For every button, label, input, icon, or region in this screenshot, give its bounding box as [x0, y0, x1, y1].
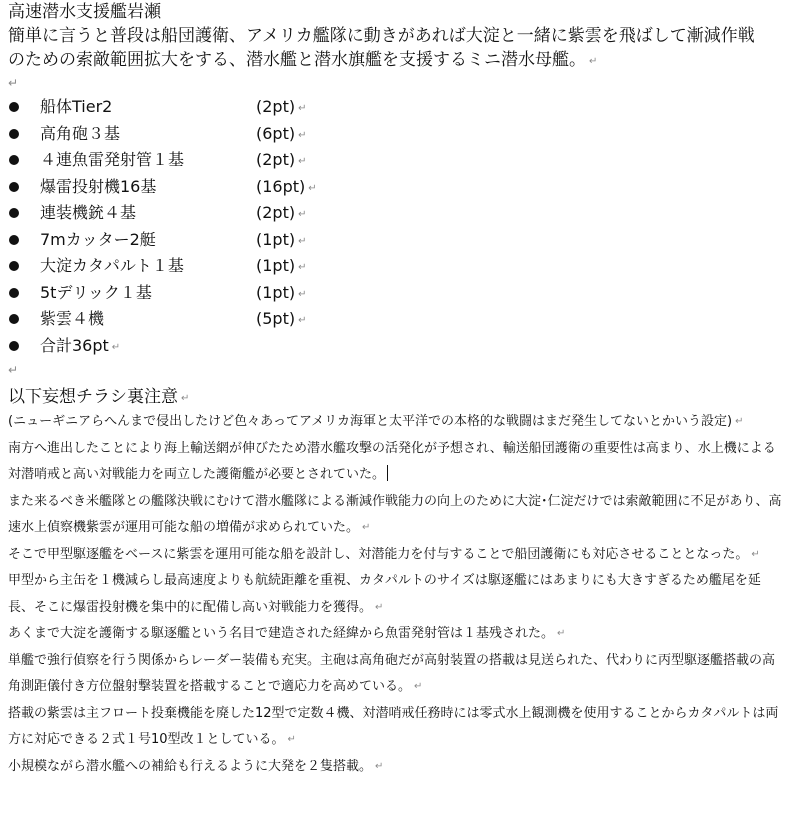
paragraph: また来るべき米艦隊との艦隊決戦にむけて潜水艦隊による漸減作戦能力の向上のために大淀･仁淀だけでは索敵範囲に不足があり、高速水上偵察機紫雲が運用可能な船の増備が求められていた。 ↵	[8, 493, 782, 535]
paragraph: 南方へ進出したことにより海上輸送網が伸びたため潜水艦攻撃の活発化が予想され、輸送船団護衛の重要性は高まり、水上機による対潜哨戒と高い対戦能力を両立した護衛艦が必要とされていた。	[8, 440, 776, 482]
paragraph-mark-icon: ↵	[298, 235, 307, 247]
paragraph: 搭載の紫雲は主フロート投棄機能を廃した12型で定数４機、対潜哨戒任務時には零式水上観測機を使用することからカタパルトは両方に対応できる２式１号10型改１としている。 ↵	[8, 705, 779, 747]
paragraph-mark-icon: ↵	[298, 288, 307, 300]
section-title: 以下妄想チラシ裏注意 ↵	[8, 387, 190, 407]
paragraph-mark-icon: ↵	[298, 262, 307, 273]
list-item	[8, 306, 789, 333]
paragraph-mark-icon: ↵	[8, 76, 19, 90]
equipment-name: 紫雲４機	[40, 309, 105, 328]
paragraph-mark-icon: ↵	[287, 734, 296, 745]
equipment-points: (5pt) ↵	[256, 309, 307, 328]
equipment-name: 高角砲３基	[40, 123, 121, 143]
empty-paragraph	[8, 359, 789, 381]
paragraph-mark-icon: ↵	[8, 363, 19, 377]
paragraph-mark-icon: ↵	[735, 416, 744, 427]
equipment-name: 船体Tier2	[40, 97, 113, 116]
paragraph: 甲型から主缶を１機減らし最高速度よりも航続距離を重視、カタパルトのサイズは駆逐艦にはあまりにも大きすぎるため艦尾を延長、そこに爆雷投射機を集中的に配備し高い対戦能力を獲得。 ↵	[8, 573, 761, 615]
list-item	[8, 94, 789, 121]
equipment-points: (2pt) ↵	[256, 150, 307, 169]
empty-paragraph	[8, 72, 789, 94]
paragraph: そこで甲型駆逐艦をベースに紫雲を運用可能な船を設計し、対潜能力を付与することで船団護衛にも対応させることとなった。 ↵	[8, 546, 760, 562]
bullet-icon	[9, 182, 19, 192]
bullet-icon	[9, 102, 19, 112]
intro-line-2: のための索敵範囲拡大をする、潜水艦と潜水旗艦を支援するミニ潜水母艦。 ↵	[8, 50, 598, 70]
equipment-points: (1pt) ↵	[256, 282, 307, 302]
list-item	[8, 174, 789, 201]
equipment-list	[8, 94, 789, 359]
bullet-icon	[9, 129, 19, 139]
bullet-icon	[9, 314, 19, 324]
list-item	[8, 333, 789, 360]
intro-line-1: 簡単に言うと普段は船団護衛、アメリカ艦隊に動きがあれば大淀と一緒に紫雲を飛ばして漸減作戦	[8, 26, 755, 46]
paragraph-mark-icon: ↵	[414, 681, 423, 692]
equipment-points: (6pt) ↵	[256, 123, 307, 143]
list-item	[8, 227, 789, 254]
bullet-icon	[9, 288, 19, 298]
paragraph-mark-icon: ↵	[751, 548, 760, 560]
equipment-points: (2pt) ↵	[256, 203, 307, 222]
paragraph-mark-icon: ↵	[589, 56, 598, 67]
bullet-icon	[9, 341, 19, 351]
bullet-icon	[9, 208, 19, 218]
paragraph-mark-icon: ↵	[362, 522, 371, 533]
paragraph-mark-icon: ↵	[181, 393, 190, 404]
paragraph: あくまで大淀を護衛する駆逐艦という名目で建造された経緯から魚雷発射管は１基残された。 ↵	[8, 626, 566, 641]
equipment-name: ４連魚雷発射管１基	[40, 150, 185, 169]
list-item	[8, 200, 789, 227]
bullet-icon	[9, 155, 19, 165]
equipment-points: (1pt) ↵	[256, 256, 307, 275]
paragraph-mark-icon: ↵	[298, 129, 307, 141]
total-points: 合計36pt ↵	[40, 335, 121, 355]
equipment-name: 7mカッター2艇	[40, 229, 156, 249]
equipment-name: 爆雷投射機16基	[40, 176, 157, 196]
paragraph-mark-icon: ↵	[298, 156, 307, 167]
equipment-points: (1pt) ↵	[256, 229, 307, 249]
list-item	[8, 280, 789, 307]
paragraph: (ニューギニアらへんまで侵出したけど色々あってアメリカ海軍と太平洋での本格的な戦闘はまだ発生してないとかいう設定) ↵	[8, 414, 744, 429]
equipment-name: 大淀カタパルト１基	[40, 256, 184, 275]
story-text	[8, 409, 786, 780]
document-body[interactable]	[8, 0, 789, 780]
paragraph: 単艦で強行偵察を行う関係からレーダー装備も充実。主砲は高角砲だが高射装置の搭載は見送られた、代わりに丙型駆逐艦搭載の高角測距儀付き方位盤射撃装置を搭載することで適応力を高めている。 ↵	[8, 652, 776, 694]
document-title: 高速潜水支援艦岩瀬	[8, 2, 161, 22]
equipment-points: (16pt) ↵	[256, 176, 317, 196]
text-cursor	[387, 465, 388, 481]
paragraph-mark-icon: ↵	[557, 628, 566, 639]
list-item	[8, 121, 789, 148]
paragraph-mark-icon: ↵	[308, 182, 317, 194]
paragraph-mark-icon: ↵	[375, 760, 384, 772]
paragraph-mark-icon: ↵	[111, 341, 121, 353]
paragraph-mark-icon: ↵	[298, 315, 307, 326]
bullet-icon	[9, 235, 19, 245]
paragraph-mark-icon: ↵	[375, 601, 384, 613]
list-item	[8, 253, 789, 280]
list-item	[8, 147, 789, 174]
bullet-icon	[9, 261, 19, 271]
paragraph: 小規模ながら潜水艦への補給も行えるように大発を２隻搭載。 ↵	[8, 758, 384, 774]
equipment-name: 5tデリック１基	[40, 282, 152, 302]
equipment-name: 連装機銃４基	[40, 203, 137, 222]
paragraph-mark-icon: ↵	[298, 103, 307, 114]
paragraph-mark-icon: ↵	[298, 209, 307, 220]
equipment-points: (2pt) ↵	[256, 97, 307, 116]
